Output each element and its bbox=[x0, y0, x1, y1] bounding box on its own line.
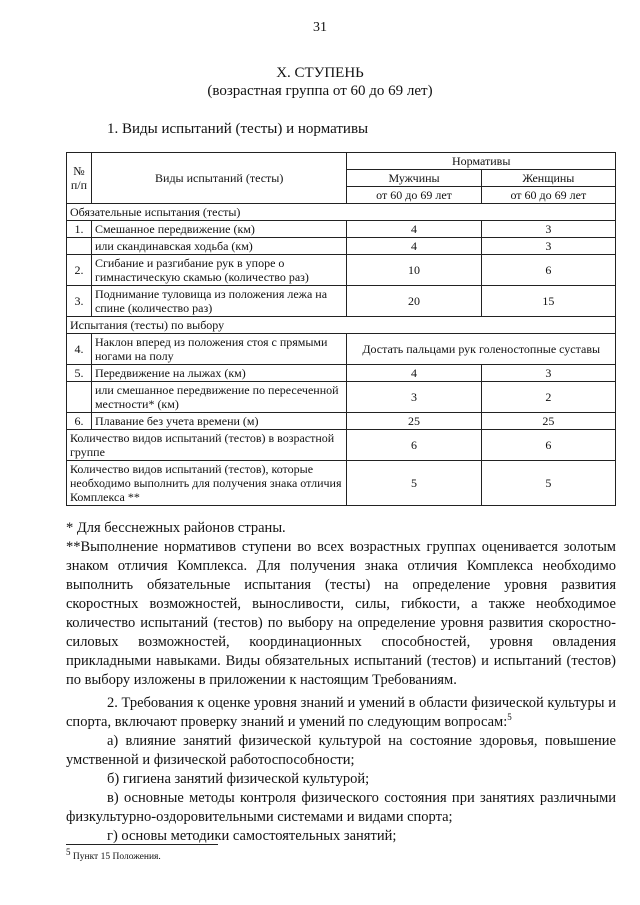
row-test: Сгибание и разгибание рук в упоре о гимнастическую скамью (количество раз) bbox=[91, 255, 346, 286]
table-row bbox=[67, 238, 616, 255]
table-row bbox=[67, 382, 616, 413]
count-row-women: 6 bbox=[481, 430, 615, 461]
row-men: 20 bbox=[347, 286, 481, 317]
row-num: 1. bbox=[67, 221, 92, 238]
footnote-ref: 5 bbox=[507, 712, 512, 723]
row-num: 6. bbox=[67, 413, 92, 430]
row-test: Наклон вперед из положения стоя с прямыми ногами на полу bbox=[91, 334, 346, 365]
table-row bbox=[67, 461, 616, 506]
list-item: б) гигиена занятий физической культурой; bbox=[107, 771, 370, 787]
count-row-men: 5 bbox=[347, 461, 481, 506]
row-test: Плавание без учета времени (м) bbox=[91, 413, 346, 430]
row-num: 5. bbox=[67, 365, 92, 382]
table-row bbox=[67, 365, 616, 382]
stage-title-line1: Х. СТУПЕНЬ bbox=[276, 65, 364, 81]
norms-table bbox=[66, 152, 616, 506]
row-merged-norm: Достать пальцами рук голеностопные суставы bbox=[347, 334, 616, 365]
table-row bbox=[67, 204, 616, 221]
row-num: 3. bbox=[67, 286, 92, 317]
row-test: Поднимание туловища из положения лежа на спине (количество раз) bbox=[91, 286, 346, 317]
list-item: г) основы методики самостоятельных занятий; bbox=[107, 828, 397, 844]
stage-title-line2: (возрастная группа от 60 до 69 лет) bbox=[207, 83, 433, 99]
header-men-age: от 60 до 69 лет bbox=[347, 187, 481, 204]
row-men: 4 bbox=[347, 221, 481, 238]
table-row bbox=[67, 430, 616, 461]
table-row bbox=[67, 413, 616, 430]
footnote-divider bbox=[66, 844, 218, 845]
row-test: или скандинавская ходьба (км) bbox=[91, 238, 346, 255]
list-item: а) влияние занятий физической культурой на состояние здоровья, повышение умственной и физической работоспособности; bbox=[66, 733, 616, 768]
row-num bbox=[67, 382, 92, 413]
count-row-men: 6 bbox=[347, 430, 481, 461]
section2 bbox=[66, 694, 616, 846]
footnote-mark: 5 bbox=[66, 847, 71, 857]
page-number: 31 bbox=[313, 20, 327, 35]
row-women: 2 bbox=[481, 382, 615, 413]
header-norms: Нормативы bbox=[347, 153, 616, 170]
list-item: в) основные методы контроля физического состояния при занятиях различными физкультурно-оздоровительными системами и видами спорта; bbox=[66, 790, 616, 825]
row-num bbox=[67, 238, 92, 255]
row-men: 3 bbox=[347, 382, 481, 413]
table-header-row bbox=[67, 153, 616, 170]
table-row bbox=[67, 334, 616, 365]
row-women: 15 bbox=[481, 286, 615, 317]
footnote bbox=[66, 847, 161, 863]
row-women: 25 bbox=[481, 413, 615, 430]
header-women-age: от 60 до 69 лет bbox=[481, 187, 615, 204]
section2-intro-text: 2. Требования к оценке уровня знаний и умений в области физической культуры и спорта, включают проверку знаний и умений по следующим вопросам: bbox=[66, 695, 616, 730]
section2-intro bbox=[66, 694, 616, 732]
note-gold-badge-text: **Выполнение нормативов ступени во всех возрастных группах оценивается золотым знаком отличия Комплекса. Для получения знака отличия Комплекса необходимо выполнить обязательные испытания (тесты) на определение уровня развития скоростных возможностей, выносливости, силы, гибкости, а также необходимое количество испытаний (тестов) по выбору на определение уровня развития скоростно-силовых возможностей, координационных способностей, уровня овладения прикладными навыками. Виды обязательных испытаний (тестов) и испытаний (тестов) по выбору изложены в приложении к настоящим Требованиям. bbox=[66, 539, 616, 688]
row-test: или смешанное передвижение по пересеченной местности* (км) bbox=[91, 382, 346, 413]
header-tests: Виды испытаний (тесты) bbox=[91, 153, 346, 204]
note-gold-badge bbox=[66, 538, 616, 690]
row-men: 10 bbox=[347, 255, 481, 286]
header-men: Мужчины bbox=[347, 170, 481, 187]
row-men: 25 bbox=[347, 413, 481, 430]
row-men: 4 bbox=[347, 238, 481, 255]
count-row-text: Количество видов испытаний (тестов) в возрастной группе bbox=[67, 430, 347, 461]
table-row bbox=[67, 221, 616, 238]
row-test: Передвижение на лыжах (км) bbox=[91, 365, 346, 382]
header-num: № п/п bbox=[67, 153, 92, 204]
stage-title bbox=[0, 64, 640, 100]
row-women: 3 bbox=[481, 221, 615, 238]
optional-label: Испытания (тесты) по выбору bbox=[67, 317, 616, 334]
row-women: 3 bbox=[481, 365, 615, 382]
table-row bbox=[67, 317, 616, 334]
row-num: 4. bbox=[67, 334, 92, 365]
footnote-text: Пункт 15 Положения. bbox=[72, 852, 161, 863]
count-row-text: Количество видов испытаний (тестов), которые необходимо выполнить для получения знака отличия Комплекса ** bbox=[67, 461, 347, 506]
mandatory-label: Обязательные испытания (тесты) bbox=[67, 204, 616, 221]
section1-heading: 1. Виды испытаний (тесты) и нормативы bbox=[107, 121, 369, 137]
table-row bbox=[67, 255, 616, 286]
row-women: 3 bbox=[481, 238, 615, 255]
row-women: 6 bbox=[481, 255, 615, 286]
header-women: Женщины bbox=[481, 170, 615, 187]
row-num: 2. bbox=[67, 255, 92, 286]
note-snowless: * Для бесснежных районов страны. bbox=[66, 520, 286, 536]
row-test: Смешанное передвижение (км) bbox=[91, 221, 346, 238]
table-row bbox=[67, 286, 616, 317]
count-row-women: 5 bbox=[481, 461, 615, 506]
row-men: 4 bbox=[347, 365, 481, 382]
